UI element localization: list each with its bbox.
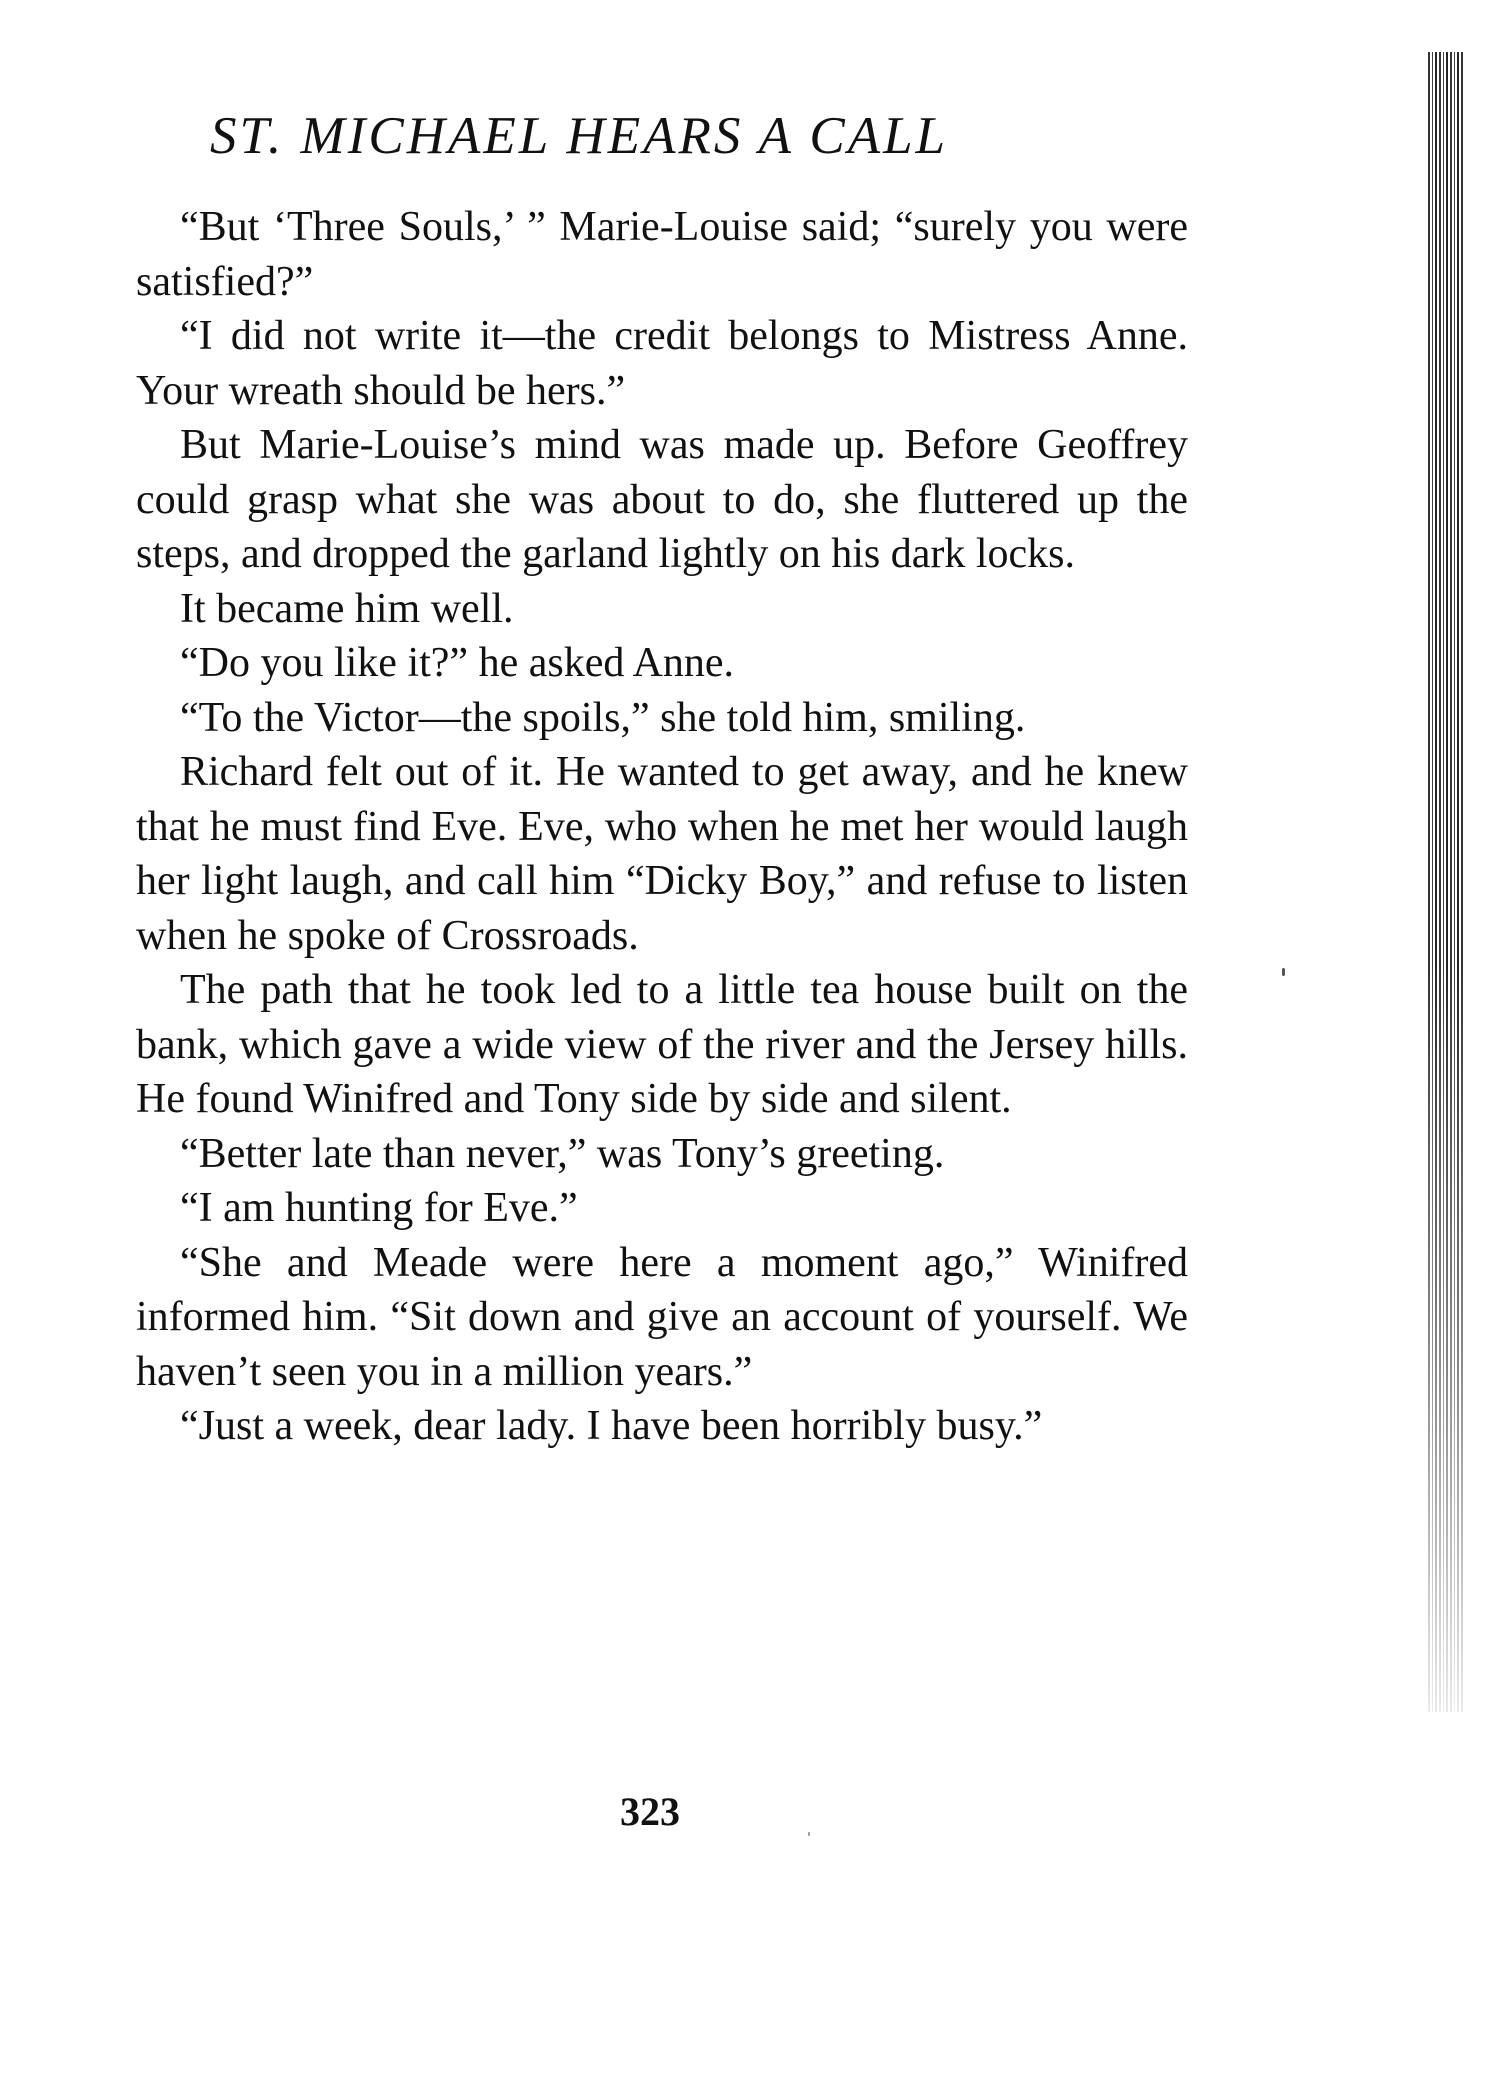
paragraph-7: Richard felt out of it. He wanted to get away, and he knew that he must find Eve. Eve, who when he met her would laugh her light laugh, and call him “Dicky Boy,” and refuse to listen when he spoke of Crossroads. bbox=[136, 749, 1188, 959]
paragraph-6: “To the Victor—the spoils,” she told him, smiling. bbox=[180, 694, 1026, 741]
paragraph-10: “I am hunting for Eve.” bbox=[180, 1185, 578, 1231]
paragraph-8: The path that he took led to a little tea house built on the bank, which gave a wide view of the river and the Jersey hills. He found Winifred and Tony side by side and silent. bbox=[136, 967, 1188, 1122]
paragraph-12: “Just a week, dear lady. I have been horribly busy.” bbox=[180, 1403, 1043, 1449]
paragraph-5: “Do you like it?” he asked Anne. bbox=[180, 640, 734, 686]
page-number: 323 bbox=[620, 1789, 680, 1834]
paragraph-9: “Better late than never,” was Tony’s greeting. bbox=[180, 1130, 945, 1177]
paper-speck bbox=[808, 1832, 810, 1836]
body-text bbox=[136, 200, 1188, 1454]
paragraph-11: “She and Meade were here a moment ago,” Winifred informed him. “Sit down and give an account of yourself. We haven’t seen you in a million years.” bbox=[136, 1239, 1188, 1395]
paragraph-4: It became him well. bbox=[180, 585, 514, 632]
running-head: ST. MICHAEL HEARS A CALL bbox=[210, 107, 949, 165]
page-binding-edge bbox=[1428, 52, 1464, 1712]
paragraph-3: But Marie-Louise’s mind was made up. Before Geoffrey could grasp what she was about to do, she fluttered up the steps, and dropped the garland lightly on his dark locks. bbox=[136, 422, 1188, 577]
paragraph-1: “But ‘Three Souls,’ ” Marie-Louise said; “surely you were satisfied?” bbox=[136, 204, 1188, 305]
paragraph-2: “I did not write it—the credit belongs to Mistress Anne. Your wreath should be hers.” bbox=[136, 313, 1188, 414]
paper-speck bbox=[1282, 968, 1285, 976]
